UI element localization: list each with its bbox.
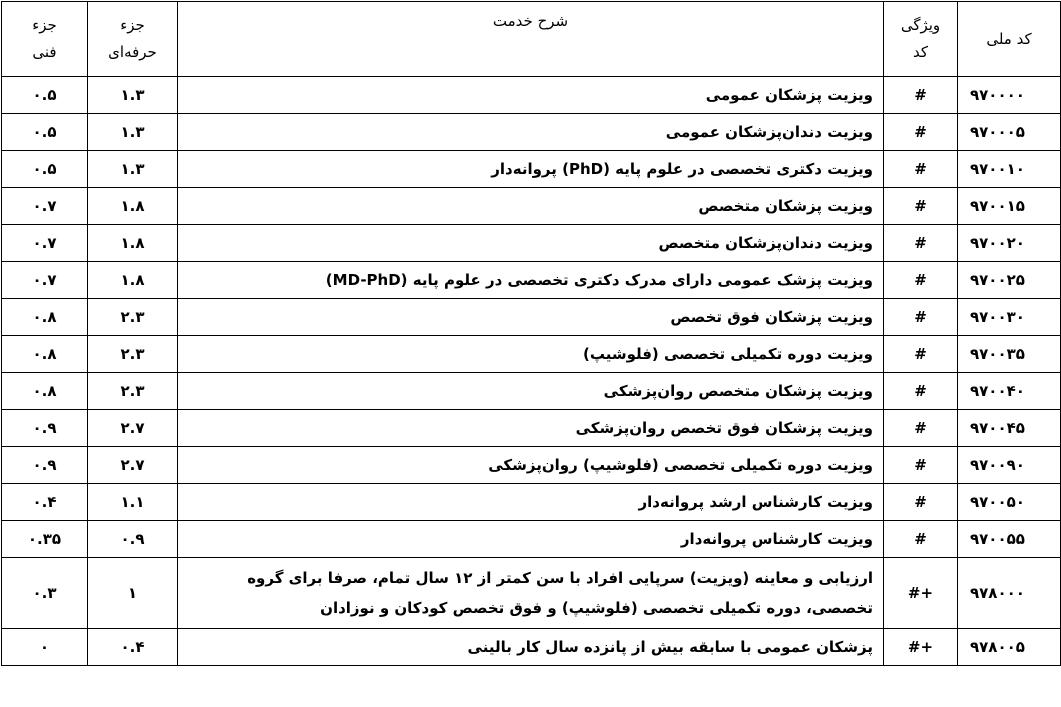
feature-cell: # (884, 225, 958, 262)
header-feature-line1: ویژگی (900, 16, 941, 34)
description-cell: ویزیت پزشکان فوق تخصص روان‌پزشکی (178, 410, 884, 447)
table-row (2, 225, 1061, 262)
table-row (2, 447, 1061, 484)
feature-cell: # (884, 114, 958, 151)
header-description: شرح خدمت (178, 2, 884, 77)
technical-cell: ۰.۵ (2, 151, 88, 188)
code-cell: ۹۷۰۰۳۵ (958, 336, 1061, 373)
code-cell: ۹۷۰۰۲۰ (958, 225, 1061, 262)
feature-cell: +# (884, 558, 958, 629)
table-row (2, 521, 1061, 558)
professional-cell: ۱.۳ (88, 151, 178, 188)
feature-cell: # (884, 188, 958, 225)
feature-cell: # (884, 373, 958, 410)
header-professional-line1: جزء (120, 16, 145, 34)
description-cell: ویزیت دکتری تخصصی در علوم پایه (PhD) پروانه‌دار (178, 151, 884, 188)
technical-cell: ۰.۷ (2, 225, 88, 262)
description-cell: ارزیابی و معاینه (ویزیت) سرپایی افراد با سن کمتر از ۱۲ سال تمام، صرفا برای گروه تخصصی، دوره تکمیلی تخصصی (فلوشیپ) و فوق تخصص کودکان و نوزادان (178, 558, 884, 629)
table-row (2, 373, 1061, 410)
professional-cell: ۱.۸ (88, 262, 178, 299)
header-feature (884, 2, 958, 77)
technical-cell: ۰.۳۵ (2, 521, 88, 558)
description-cell: ویزیت کارشناس پروانه‌دار (178, 521, 884, 558)
table-row (2, 484, 1061, 521)
technical-cell: ۰.۷ (2, 262, 88, 299)
description-cell: ویزیت دندان‌پزشکان متخصص (178, 225, 884, 262)
table-row (2, 410, 1061, 447)
technical-cell: ۰.۹ (2, 410, 88, 447)
professional-cell: ۱.۳ (88, 77, 178, 114)
description-cell: ویزیت کارشناس ارشد پروانه‌دار (178, 484, 884, 521)
code-cell: ۹۷۸۰۰۵ (958, 629, 1061, 666)
professional-cell: ۲.۳ (88, 373, 178, 410)
technical-cell: ۰.۸ (2, 336, 88, 373)
feature-cell: # (884, 262, 958, 299)
technical-cell: ۰.۵ (2, 114, 88, 151)
feature-cell: # (884, 299, 958, 336)
table-row (2, 299, 1061, 336)
technical-cell: ۰.۵ (2, 77, 88, 114)
professional-cell: ۲.۳ (88, 299, 178, 336)
header-code: کد ملی (958, 2, 1061, 77)
professional-cell: ۰.۹ (88, 521, 178, 558)
feature-cell: # (884, 336, 958, 373)
table-row (2, 558, 1061, 629)
technical-cell: ۰.۸ (2, 299, 88, 336)
code-cell: ۹۷۰۰۵۵ (958, 521, 1061, 558)
professional-cell: ۲.۳ (88, 336, 178, 373)
feature-cell: # (884, 484, 958, 521)
code-cell: ۹۷۰۰۴۰ (958, 373, 1061, 410)
description-cell: پزشکان عمومی با سابقه بیش از پانزده سال کار بالینی (178, 629, 884, 666)
code-cell: ۹۷۸۰۰۰ (958, 558, 1061, 629)
feature-cell: # (884, 77, 958, 114)
header-technical-line2: فنی (32, 43, 57, 61)
header-professional (88, 2, 178, 77)
professional-cell: ۰.۴ (88, 629, 178, 666)
code-cell: ۹۷۰۰۳۰ (958, 299, 1061, 336)
professional-cell: ۲.۷ (88, 447, 178, 484)
feature-cell: +# (884, 629, 958, 666)
table-row (2, 262, 1061, 299)
table-row (2, 114, 1061, 151)
table-row (2, 151, 1061, 188)
feature-cell: # (884, 447, 958, 484)
technical-cell: ۰ (2, 629, 88, 666)
header-technical-line1: جزء (32, 16, 57, 34)
description-cell: ویزیت پزشکان متخصص روان‌پزشکی (178, 373, 884, 410)
header-professional-line2: حرفه‌ای (108, 43, 157, 61)
table-row (2, 629, 1061, 666)
code-cell: ۹۷۰۰۵۰ (958, 484, 1061, 521)
professional-cell: ۱.۸ (88, 188, 178, 225)
technical-cell: ۰.۴ (2, 484, 88, 521)
professional-cell: ۱.۳ (88, 114, 178, 151)
table-row (2, 188, 1061, 225)
feature-cell: # (884, 151, 958, 188)
code-cell: ۹۷۰۰۹۰ (958, 447, 1061, 484)
professional-cell: ۱.۱ (88, 484, 178, 521)
technical-cell: ۰.۸ (2, 373, 88, 410)
technical-cell: ۰.۳ (2, 558, 88, 629)
tariff-table (1, 1, 1061, 666)
code-cell: ۹۷۰۰۰۵ (958, 114, 1061, 151)
description-cell: ویزیت پزشکان فوق تخصص (178, 299, 884, 336)
code-cell: ۹۷۰۰۴۵ (958, 410, 1061, 447)
feature-cell: # (884, 521, 958, 558)
technical-cell: ۰.۹ (2, 447, 88, 484)
code-cell: ۹۷۰۰۱۵ (958, 188, 1061, 225)
description-cell: ویزیت دوره تکمیلی تخصصی (فلوشیپ) روان‌پزشکی (178, 447, 884, 484)
header-row (2, 2, 1061, 77)
professional-cell: ۱.۸ (88, 225, 178, 262)
professional-cell: ۱ (88, 558, 178, 629)
header-technical (2, 2, 88, 77)
technical-cell: ۰.۷ (2, 188, 88, 225)
description-cell: ویزیت دندان‌پزشکان عمومی (178, 114, 884, 151)
code-cell: ۹۷۰۰۲۵ (958, 262, 1061, 299)
code-cell: ۹۷۰۰۱۰ (958, 151, 1061, 188)
description-cell: ویزیت پزشکان عمومی (178, 77, 884, 114)
feature-cell: # (884, 410, 958, 447)
table-row (2, 77, 1061, 114)
table-row (2, 336, 1061, 373)
description-cell: ویزیت دوره تکمیلی تخصصی (فلوشیپ) (178, 336, 884, 373)
header-feature-line2: کد (912, 43, 928, 61)
description-cell: ویزیت پزشک عمومی دارای مدرک دکتری تخصصی در علوم پایه (MD-PhD) (178, 262, 884, 299)
code-cell: ۹۷۰۰۰۰ (958, 77, 1061, 114)
professional-cell: ۲.۷ (88, 410, 178, 447)
description-cell: ویزیت پزشکان متخصص (178, 188, 884, 225)
